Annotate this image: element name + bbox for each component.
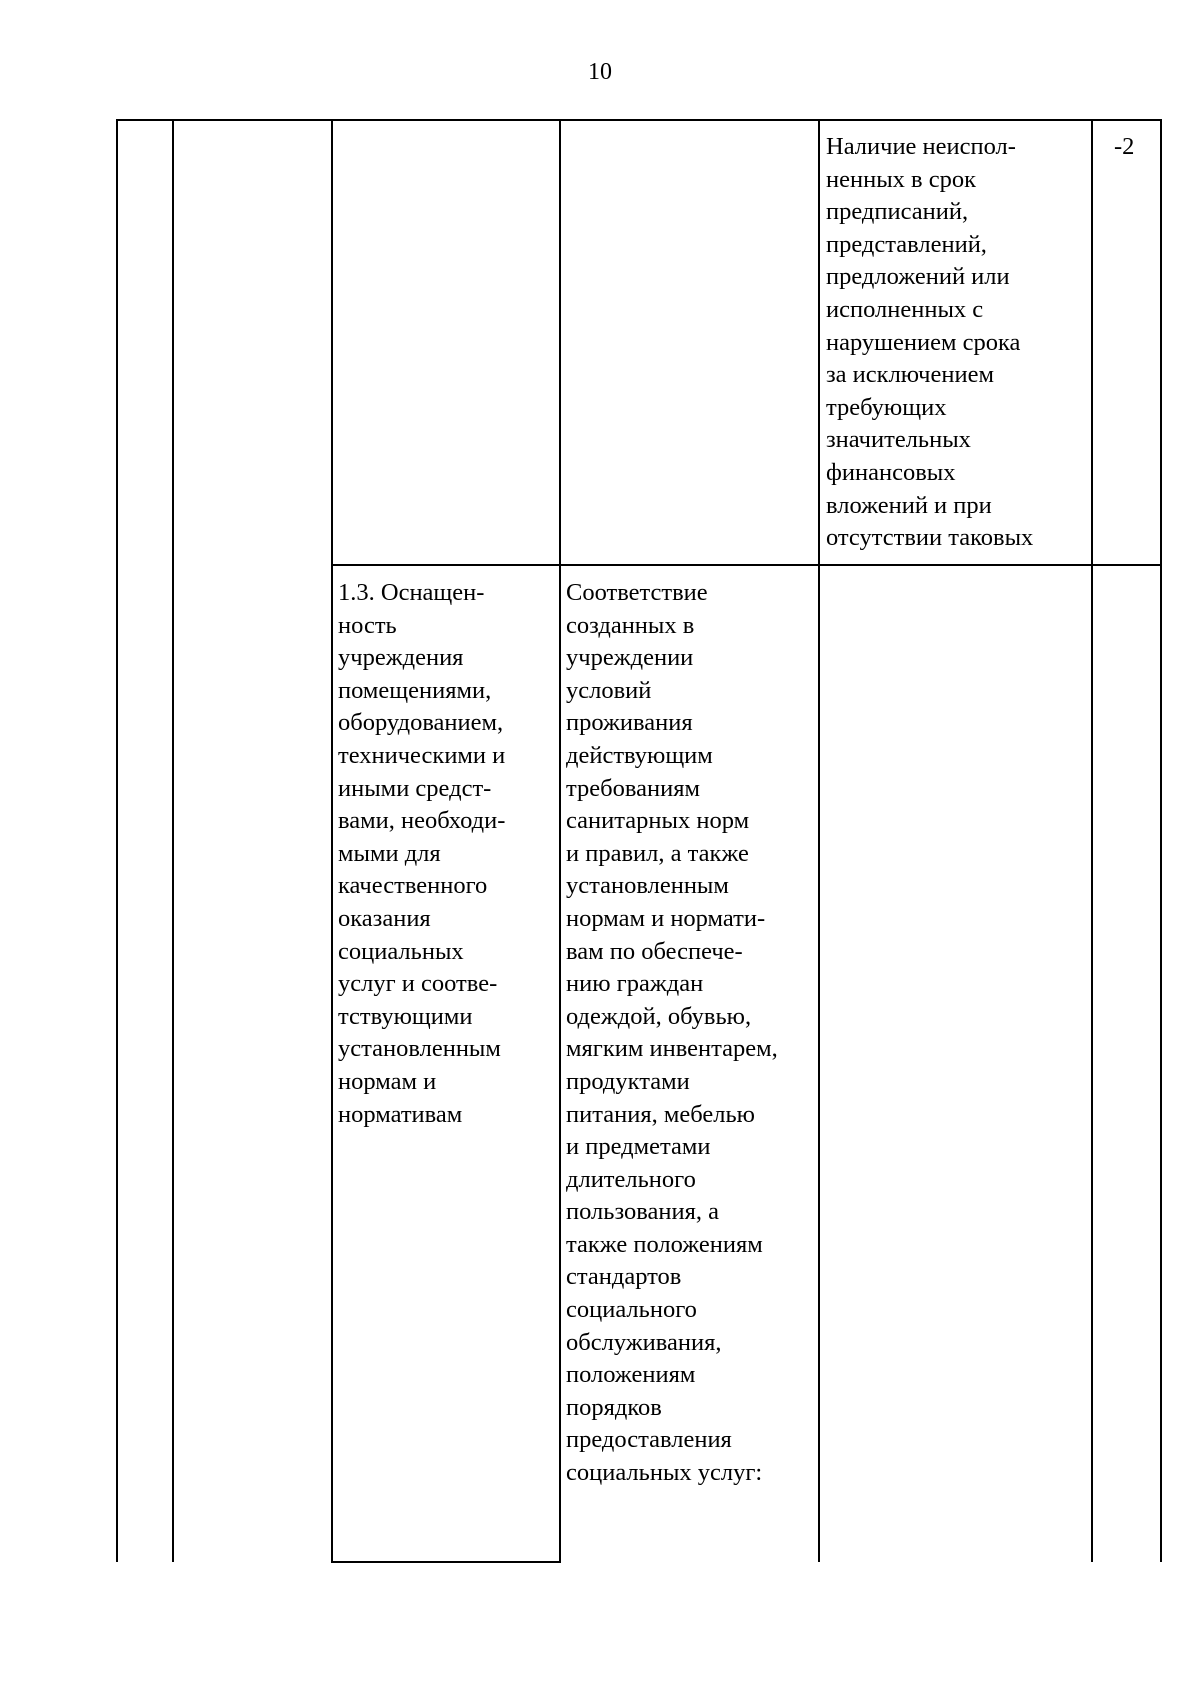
description-text: Соответствие созданных в учреждении условий проживания действующим требованиям санитарных норм и правил, а также установленным нормам и нормати- вам по обеспече- нию граждан одеждой, обувью, мягким инвентарем, продуктами питания, мебелью и предметами длительного пользования, а также положениям стандартов социального обслуживания, положениям порядков предоставления социальных услуг: [566, 579, 778, 1487]
column-divider-2 [331, 119, 333, 1563]
table-top-border [116, 119, 1162, 121]
criterion-cell-bottom-border [331, 1561, 561, 1563]
column-divider-5 [1091, 119, 1093, 1562]
column-divider-1 [172, 119, 174, 1562]
indicator-text: Наличие неиспол- ненных в срок предписаний, представлений, предложений или исполненных с нарушением срока за исключением требующих значительных финансовых вложений и при отсутствии таковых [826, 133, 1034, 552]
page-number: 10 [588, 59, 612, 85]
score-value: -2 [1114, 133, 1135, 160]
column-divider-3 [559, 119, 561, 1563]
criterion-text: 1.3. Оснащен- ность учреждения помещениями, оборудованием, техническими и иными средст- вами, необходи- мыми для качественного оказания социальных услуг и соотве- тствующими установленным нормам и нормативам [338, 579, 506, 1128]
table-left-border [116, 119, 118, 1562]
column-divider-4 [818, 119, 820, 1562]
table-right-border [1160, 119, 1162, 1562]
row-separator [331, 564, 1162, 566]
